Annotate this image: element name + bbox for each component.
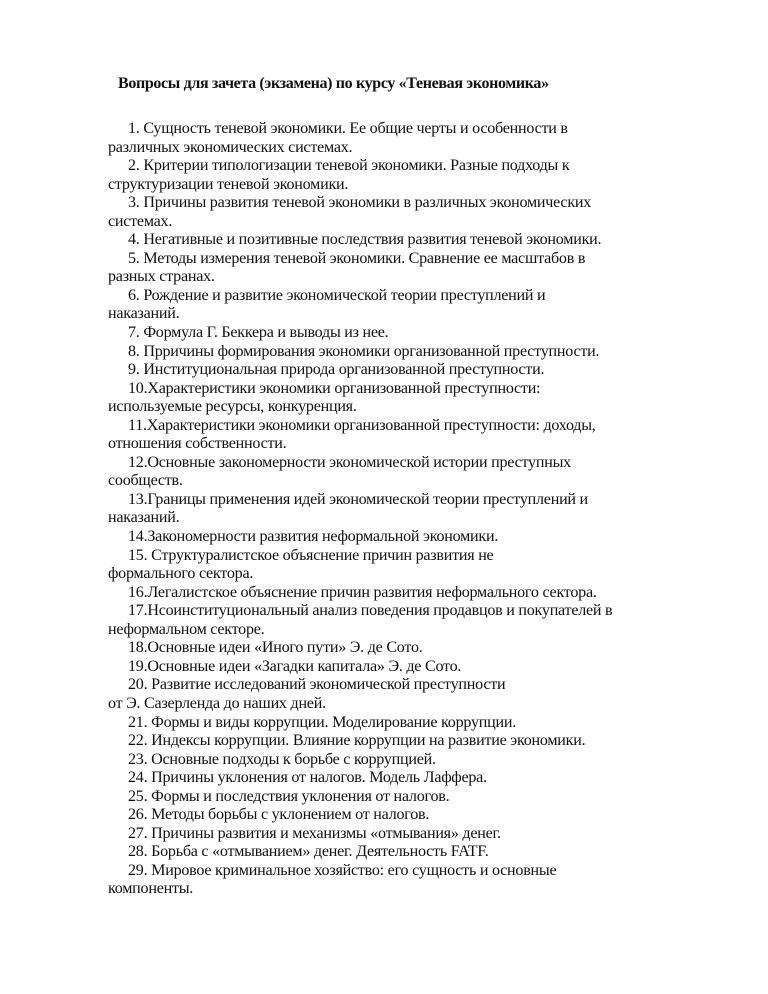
question-item: 1. Сущность теневой экономики. Ее общие черты и особенности в различных экономических системах. <box>108 120 568 156</box>
question-item: 6. Рождение и развитие экономической теории преступлений и наказаний. <box>108 286 546 323</box>
questions-list <box>108 120 708 899</box>
question-item: 17.Нсоинституциональный анализ поведения продавцов и покупателей в неформальном секторе. <box>108 602 613 638</box>
question-item: 20. Развитие исследований экономической преступности от Э. Сазерленда до наших дней. <box>108 676 506 712</box>
question-item: 14.Закономерности развития неформальной экономики. <box>128 528 499 546</box>
question-item: 5. Методы измерения теневой экономики. Сравнение ее масштабов в разных странах. <box>108 249 586 286</box>
question-item: 13.Границы применения идей экономической теории преступлений и наказаний. <box>108 490 588 527</box>
question-item: 15. Структуралистское объяснение причин развития не формального сектора. <box>108 546 494 583</box>
question-item: 21. Формы и виды коррупции. Моделирование коррупции. <box>128 713 517 731</box>
question-item: 12.Основные закономерности экономической истории преступных сообществ. <box>108 453 571 490</box>
question-item: 26. Методы борьбы с уклонением от налогов. <box>128 806 430 824</box>
question-item: 3. Причины развития теневой экономики в различных экономических системах. <box>108 194 592 230</box>
question-item: 23. Основные подходы к борьбе с коррупцией. <box>128 750 436 768</box>
question-item: 11.Характеристики экономики организованной преступности: доходы, отношения собственности. <box>108 416 596 453</box>
question-item: 24. Причины уклонения от налогов. Модель Лаффера. <box>128 769 487 787</box>
question-item: 27. Причины развития и механизмы «отмывания» денег. <box>128 824 501 842</box>
question-item: 7. Формула Г. Беккера и выводы из нее. <box>128 324 389 342</box>
question-item: 25. Формы и последствия уклонения от налогов. <box>128 787 450 805</box>
question-item: 18.Основные идеи «Иного пути» Э. де Сото. <box>128 639 423 657</box>
document-title: Вопросы для зачета (экзамена) по курсу «Теневая экономика» <box>118 75 549 92</box>
question-item: 9. Институциональная природа организованной преступности. <box>128 361 545 379</box>
question-item: 2. Критерии типологизации теневой экономики. Разные подходы к структуризации теневой экономики. <box>108 157 570 193</box>
question-item: 22. Индексы коррупции. Влияние коррупции на развитие экономики. <box>128 732 586 750</box>
question-item: 4. Негативные и позитивные последствия развития теневой экономики. <box>128 231 602 249</box>
question-item: 29. Мировое криминальное хозяйство: его сущность и основные компоненты. <box>108 861 557 898</box>
question-item: 8. Прричины формирования экономики организованной преступности. <box>128 342 600 360</box>
question-item: 10.Характеристики экономики организованной преступности: используемые ресурсы, конкуренция. <box>108 379 541 416</box>
question-item: 19.Основные идеи «Загадки капитала» Э. де Сото. <box>128 657 462 675</box>
question-item: 28. Борьба с «отмыванием» денег. Деятельность FATF. <box>128 843 489 861</box>
question-item: 16.Легалистское объяснение причин развития неформального сектора. <box>128 583 597 601</box>
